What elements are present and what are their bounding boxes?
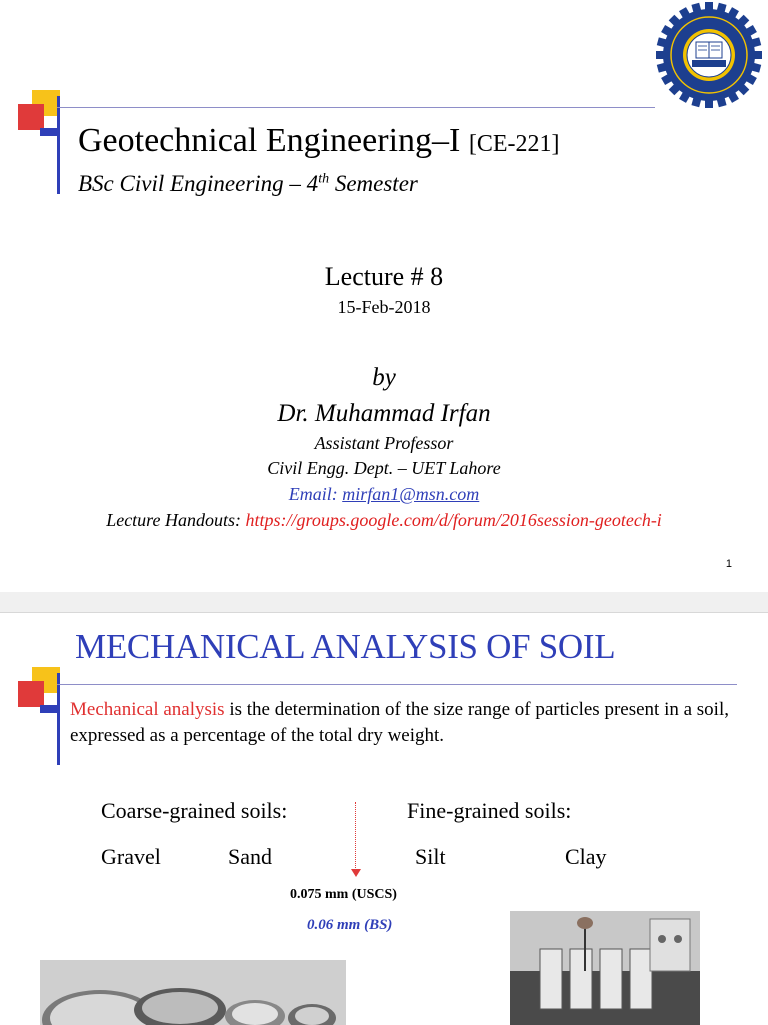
course-title (78, 122, 560, 160)
silt-label: Silt (415, 844, 446, 869)
sand-label: Sand (228, 844, 272, 869)
slide-2 (0, 612, 768, 1025)
decor-horizontal-line (57, 107, 655, 108)
sieve-set-photo (40, 960, 346, 1025)
decor-vertical-line (57, 673, 60, 765)
gravel-label: Gravel (101, 844, 161, 869)
email-line (0, 484, 768, 505)
page-number: 1 (725, 558, 732, 570)
handouts-link[interactable]: https://groups.google.com/d/forum/2016session-geotech-i (245, 510, 662, 530)
boundary-arrow-head (351, 869, 361, 877)
university-logo (656, 2, 762, 108)
handouts-label: Lecture Handouts: (106, 510, 246, 530)
email-link[interactable]: mirfan1@msn.com (342, 484, 480, 504)
subtitle-suffix: Semester (329, 171, 418, 196)
subtitle-sup: th (318, 171, 330, 187)
uscs-limit-label: 0.075 mm (USCS) (290, 887, 397, 902)
author-name: Dr. Muhammad Irfan (277, 400, 491, 427)
lecture-number: Lecture # 8 (324, 262, 444, 291)
subtitle-text: BSc Civil Engineering – 4 (78, 171, 319, 196)
decor-vertical-line (57, 96, 60, 194)
lecture-date: 15-Feb-2018 (337, 297, 431, 317)
definition-body: is the determination of the size range of particles present in a soil, expressed as a percentage of the total dry weight. (70, 699, 729, 746)
fine-grained-label: Fine-grained soils: (407, 798, 572, 823)
decor-horizontal-line (57, 684, 737, 685)
hydrometer-photo (510, 911, 700, 1025)
coarse-grained-label: Coarse-grained soils: (101, 798, 288, 823)
author-position: Assistant Professor (314, 433, 454, 453)
decor-red-square (18, 104, 44, 130)
course-title-text: Geotechnical Engineering–I (78, 122, 461, 159)
bs-limit-label: 0.06 mm (BS) (307, 917, 393, 933)
clay-label: Clay (565, 844, 607, 869)
author-department: Civil Engg. Dept. – UET Lahore (267, 458, 501, 478)
email-label: Email: (288, 484, 343, 504)
decor-red-square (18, 681, 44, 707)
course-code: [CE-221] (468, 131, 560, 157)
slide-separator (0, 592, 768, 612)
definition-text (70, 697, 750, 749)
by-label: by (372, 364, 396, 391)
course-subtitle (78, 171, 418, 197)
definition-keyword: Mechanical analysis (70, 699, 225, 720)
slide-title: MECHANICAL ANALYSIS OF SOIL (75, 627, 616, 666)
handouts-line (0, 510, 768, 531)
boundary-arrow-line (355, 802, 356, 872)
